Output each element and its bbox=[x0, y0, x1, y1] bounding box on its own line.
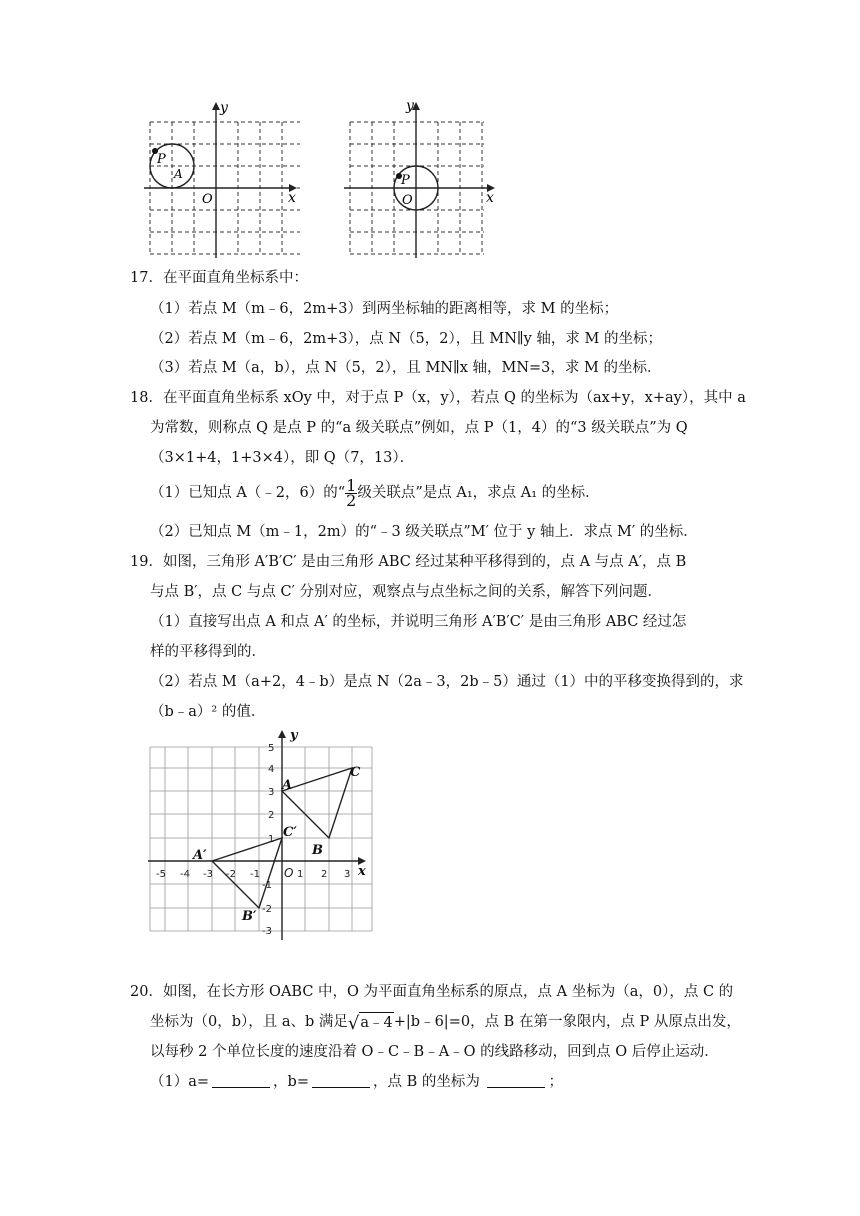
point-a-prime-label: A′ bbox=[193, 848, 207, 863]
x-tick: -4 bbox=[180, 869, 190, 880]
y-tick: 3 bbox=[268, 787, 275, 798]
q19-part1-line2: 样的平移得到的． bbox=[150, 644, 266, 660]
y-tick: -2 bbox=[262, 904, 272, 915]
q17-part3: （3）若点 M（a，b），点 N（5，2），且 MN∥x 轴，MN=3，求 M 的坐标． bbox=[150, 360, 662, 376]
point-b-label: B bbox=[312, 843, 323, 858]
point-p-label: P bbox=[157, 152, 166, 167]
q18-part1-post: 级关联点”是点 A₁，求点 A₁ 的坐标． bbox=[357, 485, 600, 501]
q19-line1: 19．如图，三角形 A′B′C′ 是由三角形 ABC 经过某种平移得到的，点 A 与点 A′，点 B bbox=[130, 554, 687, 570]
origin-label: O bbox=[402, 193, 413, 208]
q19-part2-line1: （2）若点 M（a+2，4﹣b）是点 N（2a﹣3，2b﹣5）通过（1）中的平移变换得到的，求 bbox=[150, 674, 744, 690]
sqrt-expression bbox=[348, 1012, 394, 1033]
q19-part1-line1: （1）直接写出点 A 和点 A′ 的坐标，并说明三角形 A′B′C′ 是由三角形 ABC 经过怎 bbox=[150, 614, 687, 630]
answer-blank-point-b[interactable] bbox=[487, 1073, 545, 1088]
origin-label: O bbox=[284, 866, 294, 880]
q20-part1-a: （1）a= bbox=[150, 1074, 210, 1090]
point-b-prime-label: B′ bbox=[242, 909, 257, 924]
y-tick: -3 bbox=[262, 926, 272, 937]
y-axis-label: y bbox=[290, 728, 298, 743]
sqrt-icon: √ bbox=[347, 1013, 360, 1034]
y-tick: -1 bbox=[262, 880, 272, 891]
y-tick: 4 bbox=[268, 764, 275, 775]
fraction-denominator: 2 bbox=[346, 490, 357, 510]
q18-part2: （2）已知点 M（m﹣1，2m）的“﹣3 级关联点”M′ 位于 y 轴上．求点 M′ 的坐标． bbox=[150, 524, 698, 540]
origin-label: O bbox=[202, 192, 213, 207]
x-tick: -2 bbox=[226, 869, 236, 880]
q20-part1-c: ，点 B 的坐标为 bbox=[372, 1074, 480, 1090]
q20-line2-pre: 坐标为（0，b），且 a、b 满足 bbox=[150, 1014, 348, 1030]
x-tick: -5 bbox=[156, 869, 166, 880]
q19-line2: 与点 B′，点 C 与点 C′ 分别对应，观察点与点坐标之间的关系，解答下列问题． bbox=[150, 584, 662, 600]
q20-line2 bbox=[150, 1012, 741, 1033]
x-tick: 1 bbox=[297, 869, 304, 880]
x-axis-label: x bbox=[288, 190, 296, 206]
q19-part2-line2: （b﹣a）² 的值． bbox=[150, 704, 266, 720]
point-a-label: A bbox=[174, 167, 183, 181]
q20-part1-b: ，b= bbox=[273, 1074, 309, 1090]
y-axis-label: y bbox=[220, 100, 228, 116]
x-tick: 3 bbox=[344, 869, 351, 880]
q20-line2-post: +|b﹣6|=0，点 B 在第一象限内，点 P 从原点出发， bbox=[393, 1014, 741, 1030]
q18-part1 bbox=[150, 475, 600, 510]
circle-grid-figure-right bbox=[340, 98, 500, 262]
circle-grid-figure-left bbox=[140, 100, 300, 262]
y-tick: 2 bbox=[268, 810, 275, 821]
q20-line1: 20．如图，在长方形 OABC 中，O 为平面直角坐标系的原点，点 A 坐标为（a，0），点 C 的 bbox=[130, 984, 734, 1000]
q17-part2: （2）若点 M（m﹣6，2m+3），点 N（5，2），且 MN∥y 轴，求 M 的坐标； bbox=[150, 331, 662, 347]
y-tick: 5 bbox=[268, 743, 275, 754]
point-c-prime-label: C′ bbox=[283, 825, 297, 840]
q18-line3: （3×1+4，1+3×4），即 Q（7，13）． bbox=[150, 450, 415, 466]
fraction-numerator: 1 bbox=[346, 475, 357, 495]
radicand: a﹣4 bbox=[359, 1012, 393, 1033]
answer-blank-a[interactable] bbox=[212, 1073, 270, 1088]
point-c-label: C bbox=[350, 765, 361, 780]
q17-part1: （1）若点 M（m﹣6，2m+3）到两坐标轴的距离相等，求 M 的坐标； bbox=[150, 301, 619, 317]
q18-line2: 为常数，则称点 Q 是点 P 的“a 级关联点”例如，点 P（1，4）的“3 级关联点”为 Q bbox=[150, 420, 688, 436]
q20-part1 bbox=[150, 1072, 563, 1092]
answer-blank-b[interactable] bbox=[312, 1073, 370, 1088]
q17-stem: 17．在平面直角坐标系中： bbox=[130, 270, 308, 286]
x-tick: -1 bbox=[250, 869, 260, 880]
point-p-label: P bbox=[401, 173, 410, 188]
half-fraction bbox=[345, 475, 357, 510]
q20-part1-end: ； bbox=[548, 1074, 563, 1090]
x-axis-label: x bbox=[486, 190, 494, 206]
x-tick: 2 bbox=[321, 869, 328, 880]
q18-line1: 18．在平面直角坐标系 xOy 中，对于点 P（x，y），若点 Q 的坐标为（ax+y，x+ay），其中 a bbox=[130, 390, 746, 406]
y-axis-label: y bbox=[406, 98, 414, 114]
q20-line3: 以每秒 2 个单位长度的速度沿着 O﹣C﹣B﹣A﹣O 的线路移动，回到点 O 后停止运动． bbox=[150, 1044, 719, 1060]
translation-grid-figure bbox=[140, 722, 380, 942]
x-axis-label: x bbox=[358, 864, 366, 879]
q18-part1-pre: （1）已知点 A（﹣2，6）的“ bbox=[150, 485, 346, 501]
point-a-label: A bbox=[282, 778, 293, 793]
x-tick: -3 bbox=[203, 869, 213, 880]
y-tick: 1 bbox=[268, 834, 275, 845]
